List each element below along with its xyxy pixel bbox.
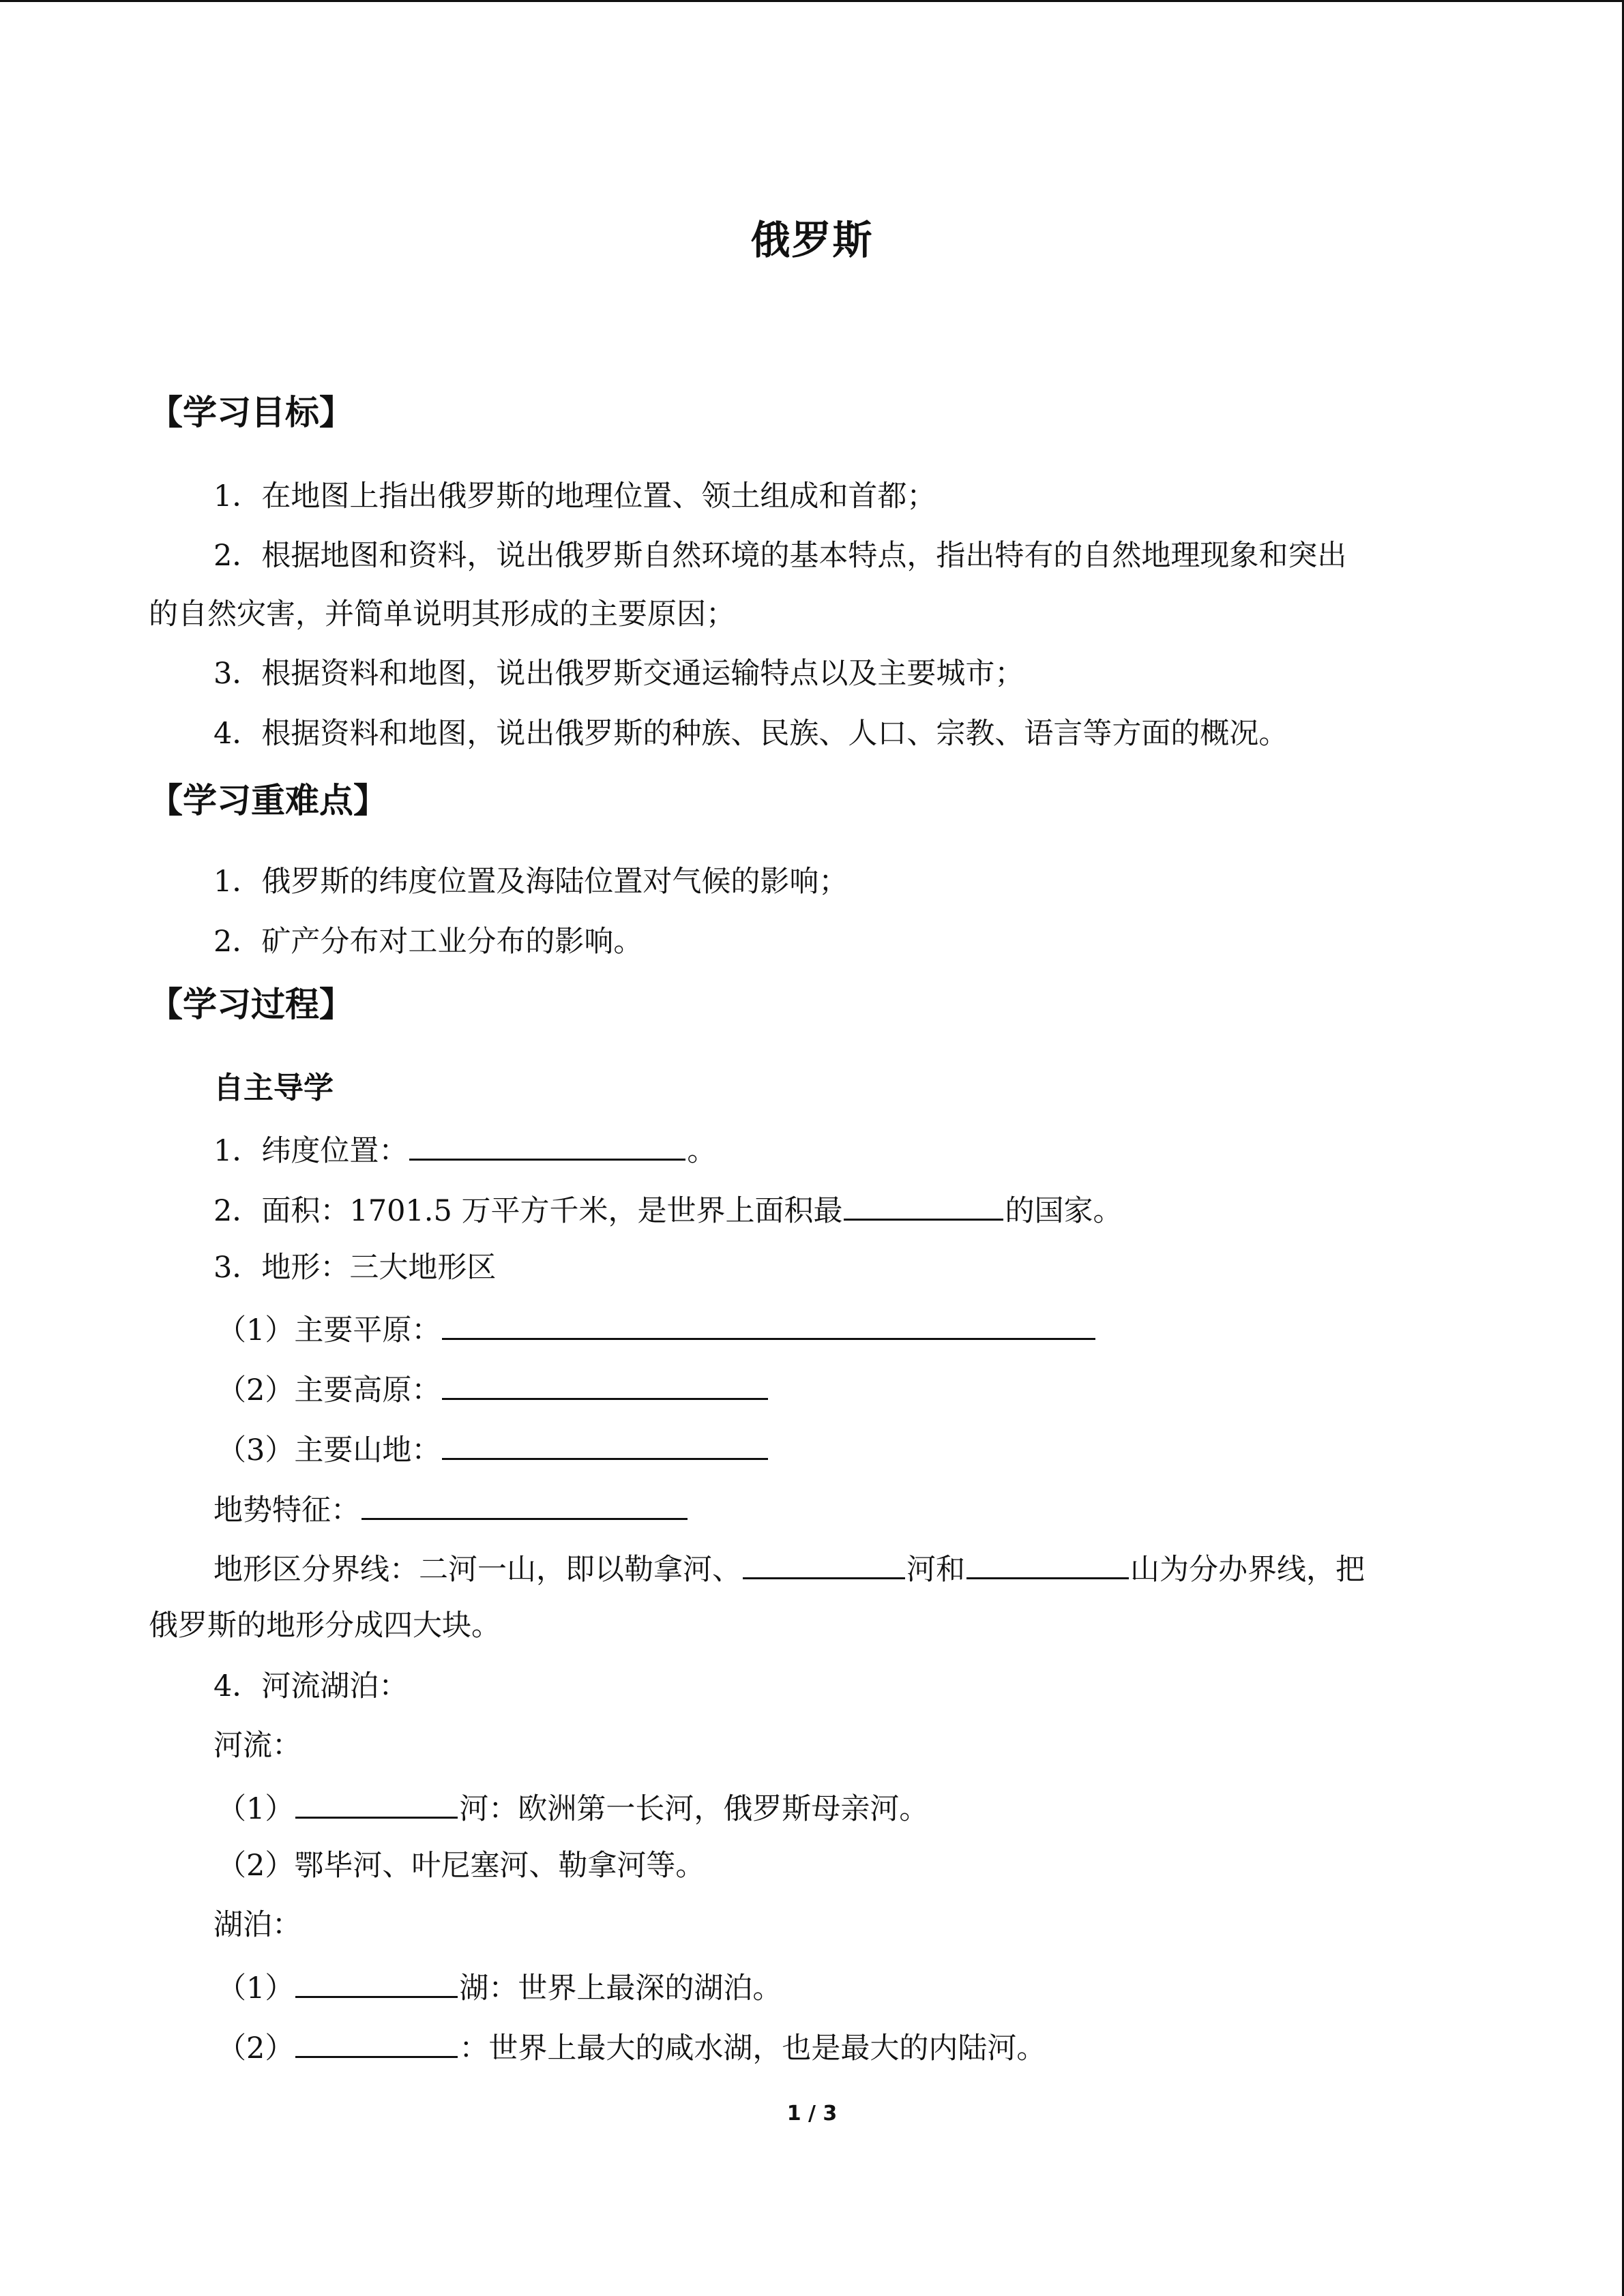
- key-point-1: 1．俄罗斯的纬度位置及海陆位置对气候的影响；: [213, 865, 848, 899]
- plains-label: （1）主要平原：: [217, 1313, 441, 1347]
- lake-2-number: （2）: [217, 2031, 295, 2066]
- river-1-number: （1）: [217, 1792, 295, 1826]
- lake-1: [217, 1966, 782, 2008]
- question-area-end: 的国家。: [1005, 1194, 1123, 1228]
- self-study-heading: 自主导学: [213, 1071, 334, 1105]
- section-heading-process: 【学习过程】: [149, 985, 353, 1024]
- river-2: （2）鄂毕河、叶尼塞河、勒拿河等。: [217, 1849, 705, 1883]
- plains-blank[interactable]: [442, 1308, 1095, 1340]
- objective-1: 1．在地图上指出俄罗斯的地理位置、领土组成和首都；: [213, 479, 936, 513]
- objective-4: 4．根据资料和地图，说出俄罗斯的种族、民族、人口、宗教、语言等方面的概况。: [213, 717, 1288, 751]
- boundary-label: 地形区分界线：二河一山，即以勒拿河、: [213, 1553, 741, 1587]
- terrain-feature-blank[interactable]: [361, 1488, 688, 1520]
- section-heading-objectives: 【学习目标】: [149, 393, 353, 432]
- plateaus-label: （2）主要高原：: [217, 1373, 441, 1407]
- lake-1-text: 湖：世界上最深的湖泊。: [459, 1971, 782, 2006]
- area-blank[interactable]: [844, 1189, 1003, 1221]
- question-latitude-label: 1．纬度位置：: [213, 1134, 409, 1168]
- lake-2-blank[interactable]: [295, 2026, 458, 2058]
- objective-3: 3．根据资料和地图，说出俄罗斯交通运输特点以及主要城市；: [213, 657, 1024, 691]
- lakes-label: 湖泊：: [213, 1908, 301, 1942]
- key-point-2: 2．矿产分布对工业分布的影响。: [213, 925, 643, 959]
- lake-2-text: ：世界上最大的咸水湖，也是最大的内陆河。: [459, 2031, 1046, 2066]
- question-area: [213, 1189, 1122, 1230]
- lake-2: [217, 2026, 1046, 2068]
- terrain-feature: [213, 1488, 689, 1530]
- objective-2: 2．根据地图和资料，说出俄罗斯自然环境的基本特点，指出特有的自然地理现象和突出: [213, 539, 1347, 573]
- page-border-top: [0, 0, 1624, 2]
- boundary-mountain-blank[interactable]: [966, 1547, 1129, 1579]
- terrain-plains: [217, 1308, 1097, 1350]
- boundary-river-blank[interactable]: [743, 1547, 905, 1579]
- mountains-blank[interactable]: [442, 1428, 768, 1460]
- lake-1-blank[interactable]: [295, 1966, 458, 1998]
- question-rivers-lakes: 4．河流湖泊：: [213, 1669, 409, 1703]
- section-heading-key-points: 【学习重难点】: [149, 781, 387, 820]
- plateaus-blank[interactable]: [442, 1368, 768, 1400]
- question-area-label: 2．面积：1701.5 万平方千米，是世界上面积最: [213, 1194, 843, 1228]
- mountains-label: （3）主要山地：: [217, 1433, 441, 1467]
- river-1: [217, 1787, 928, 1828]
- page-number: 1 / 3: [786, 2102, 838, 2126]
- boundary-mid-2: 山为分办界线，把: [1130, 1553, 1365, 1587]
- lake-1-number: （1）: [217, 1971, 295, 2006]
- boundary-mid-1: 河和: [906, 1553, 965, 1587]
- river-1-blank[interactable]: [295, 1787, 458, 1819]
- question-latitude: [213, 1129, 716, 1170]
- terrain-mountains: [217, 1428, 769, 1470]
- terrain-plateaus: [217, 1368, 769, 1410]
- terrain-boundary: [213, 1547, 1365, 1589]
- question-terrain: 3．地形：三大地形区: [213, 1251, 497, 1285]
- page-title: 俄罗斯: [750, 217, 874, 263]
- objective-2-continued: 的自然灾害，并简单说明其形成的主要原因；: [149, 597, 735, 631]
- latitude-blank[interactable]: [409, 1129, 685, 1161]
- question-latitude-end: 。: [687, 1134, 717, 1168]
- river-1-text: 河：欧洲第一长河，俄罗斯母亲河。: [459, 1792, 929, 1826]
- terrain-feature-label: 地势特征：: [213, 1493, 360, 1527]
- rivers-label: 河流：: [213, 1729, 301, 1763]
- terrain-boundary-continued: 俄罗斯的地形分成四大块。: [149, 1609, 501, 1643]
